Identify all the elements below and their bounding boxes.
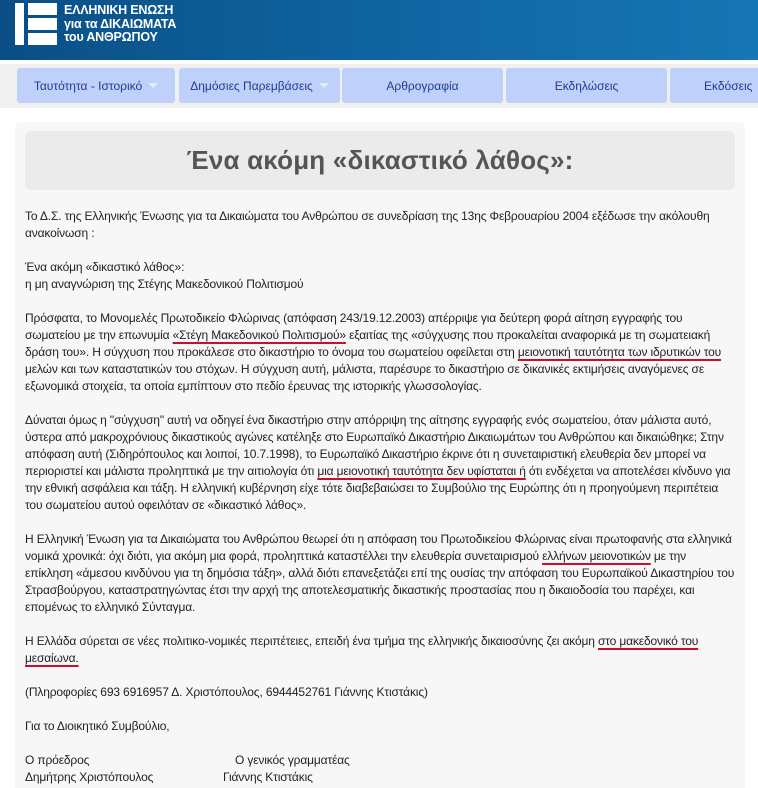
nav-label: Εκδόσεις [704,78,753,93]
title-box [25,131,735,190]
highlighted-text: ελλήνων μειονοτικών [542,549,651,563]
logo-line: ΕΛΛΗΝΙΚΗ ΕΝΩΣΗ [64,3,174,17]
logo-line: του ΑΝΘΡΩΠΟΥ [64,30,158,44]
chevron-down-icon [319,83,329,88]
text-segment: Η Ελλάδα σύρεται σε νέες πολιτικο-νομικές περιπέτειες, επειδή ένα τμήμα της ελληνικής δικαιοσύνης ζει ακόμη [25,634,598,648]
nav-item-publications[interactable] [670,68,758,103]
paragraph [25,259,737,293]
secretary-role: Ο γενικός γραμματέας [235,753,350,767]
nav-item-public-interventions[interactable] [179,68,340,103]
text-segment: Δύναται όμως η "σύγχυση" αυτή να οδηγεί ένα δικαστήριο στην απόρριψη της αίτησης εγγραφής ενός σωματείου, όταν μάλιστα αυτό, ύστερα από μακροχρόνιους δικαστικούς αγώνες κατέληξε στο Ευρωπαϊκό Δικαστήριο Δικαιωμάτων του Ανθρώπου και δικαιώθηκε; Στην απόφαση αυτή (Σιδηρόπουλος και λοιποί, 10.7.1998), το Ευρωπαϊκό Δικαστήριο έκρινε ότι η συνεταιριστική ελευθερία δεν μπορεί να περιοριστεί και μάλιστα προληπτικά με την αιτιολογία ότι [25,413,724,478]
text-segment: η μη αναγνώριση της Στέγης Μακεδονικού Πολιτισμού [25,277,304,291]
logo-line: για τα ΔΙΚΑΙΩΜΑΤΑ [64,16,177,31]
signature-names [25,769,737,786]
main-nav [0,60,758,108]
text-segment: μελών και των καταστατικών του στόχων. Η σύγχυση αυτή, μάλιστα, παρέσυρε το δικαστήριο σε δικανικές εκτιμήσεις αναγόμενες σε εξωνομικά στοιχεία, τα οποία εμπίπτουν στο πεδίο έρευνας της ιστορικής γλωσσολογίας. [25,362,705,393]
paragraph [25,412,737,514]
highlighted-text: μια μειονοτική ταυτότητα δεν υφίσταται ή [317,464,526,478]
paragraph [25,310,737,395]
text-segment: ότι ενδέχεται να αποτελέσει κίνδυνο για την εθνική ασφάλεια και τάξη. Η ελληνική κυβέρνηση είχε τότε διαβεβαιώσει το Συμβούλιο της Ευρώπης ότι η προηγούμενη περιπέτεια του σωματείου αυτού οφειλόταν σε «δικαστικό λάθος». [25,464,731,512]
chevron-down-icon [148,83,158,88]
secretary-name: Γιάννης Κτιστάκις [223,770,313,784]
highlighted-text: «Στέγη Μακεδονικού Πολιτισμού» [172,328,346,342]
text-segment: Για το Διοικητικό Συμβούλιο, [25,719,170,733]
nav-label: Ταυτότητα - Ιστορικό [33,78,143,93]
highlighted-text: μειονοτική ταυτότητα των ιδρυτικών του [517,345,722,359]
text-segment: Πρόσφατα, το Μονομελές Πρωτοδικείο Φλώρινας (απόφαση 243/19.12.2003) απέρριψε για δεύτερη φορά αίτηση εγγραφής του σωματείου με την επωνυμία [25,311,683,342]
text-segment: Ένα ακόμη «δικαστικό λάθος»: [25,260,185,274]
paragraph [25,633,737,667]
nav-label: Αρθρογραφία [386,78,459,93]
president-role: Ο πρόεδρος [25,753,90,767]
site-header [0,0,758,60]
text-segment: (Πληροφορίες 693 6916957 Δ. Χριστόπουλος, 6944452761 Γιάννης Κτιστάκις) [25,685,428,699]
content-panel [15,122,745,788]
logo-icon[interactable] [15,3,57,45]
signature-roles [25,752,737,769]
nav-label: Εκδηλώσεις [554,78,619,93]
page-title: Ένα ακόμη «δικαστικό λάθος»: [186,145,574,175]
paragraph [25,718,737,735]
logo-text[interactable] [64,4,176,45]
text-segment: Η Ελληνική Ένωση για τα Δικαιώματα του Ανθρώπου θεωρεί ότι η απόφαση του Πρωτοδικείου Φλώρινας είναι πρωτοφανής στα ελληνικά νομικά χρονικά: όχι διότι, για ακόμη μια φορά, προληπτικά καταστέλλει την ελευθερία συνεταιρισμού [25,532,732,563]
nav-item-events[interactable] [506,68,667,103]
highlighted-text: στο μακεδονικό του μεσαίωνα. [25,634,699,665]
text-segment: εξαιτίας της «σύγχυσης που προκαλείται αναφορικά με τη σωματειακή δράση του». Η σύγχυση που προκάλεσε στο δικαστήριο το όνομα του σωματείου οφείλεται στη [25,328,711,359]
text-segment: Το Δ.Σ. της Ελληνικής Ένωσης για τα Δικαιώματα του Ανθρώπου σε συνεδρίαση της 13ης Φεβρουαρίου 2004 εξέδωσε την ακόλουθη ανακοίνωση : [25,209,710,240]
text-segment: με την επίκληση «άμεσου κινδύνου για τη δημόσια τάξη», αλλά διότι επανεξετάζει επί της ουσίας την απόφαση του Ευρωπαϊκού Δικαστηρίου του Στρασβούργου, καταστρατηγώντας έτσι την αρχή της αποτελεσματικής δικαστικής προστασίας που η δικαιοδοσία του παρέχει, και επομένως το ελληνικό Σύνταγμα. [25,549,735,614]
paragraph [25,531,737,616]
paragraph [25,208,737,242]
nav-item-articles[interactable] [342,68,503,103]
paragraph [25,684,737,701]
nav-label: Δημόσιες Παρεμβάσεις [190,78,313,93]
article-body [25,208,737,786]
president-name: Δημήτρης Χριστόπουλος [25,770,154,784]
nav-item-identity-history[interactable] [17,68,175,103]
